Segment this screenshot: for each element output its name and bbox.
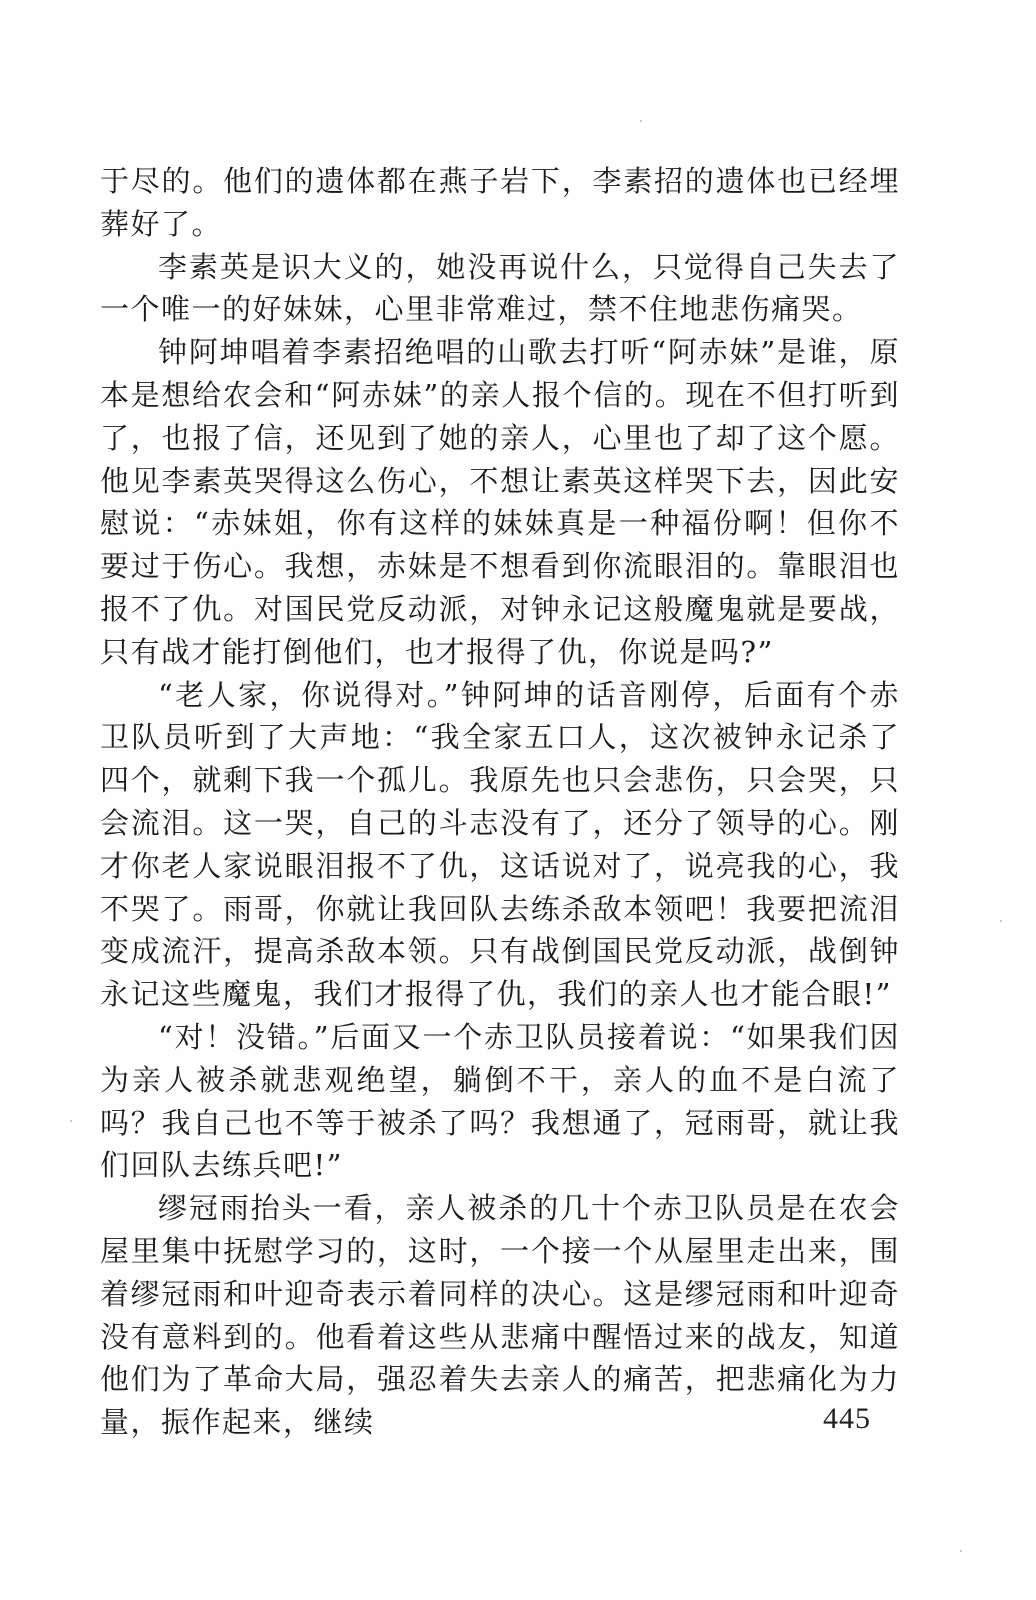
paragraph-3: 钟阿坤唱着李素招绝唱的山歌去打听“阿赤妹”是谁，原本是想给农会和“阿赤妹”的亲人报个信的。现在不但打听到了，也报了信，还见到了她的亲人，心里也了却了这个愿。他见李素英哭得这么伤心，不想让素英这样哭下去，因此安慰说：“赤妹姐，你有这样的妹妹真是一种福份啊！但你不要过于伤心。我想，赤妹是不想看到你流眼泪的。靠眼泪也报不了仇。对国民党反动派，对钟永记这般魔鬼就是要战，只有战才能打倒他们，也才报得了仇，你说是吗?” — [100, 335, 900, 669]
paragraph-2: 李素英是识大义的，她没再说什么，只觉得自己失去了一个唯一的好妹妹，心里非常难过，禁不住地悲伤痛哭。 — [100, 249, 900, 327]
paragraph-5: “对！没错。”后面又一个赤卫队员接着说：“如果我们因为亲人被杀就悲观绝望，躺倒不干，亲人的血不是白流了吗？我自己也不等于被杀了吗？我想通了，冠雨哥，就让我们回队去练兵吧!” — [100, 1019, 900, 1183]
paragraph-1: 于尽的。他们的遗体都在燕子岩下，李素招的遗体也已经埋葬好了。 — [100, 164, 900, 241]
scan-speck — [70, 1120, 72, 1122]
body-text — [100, 160, 900, 1444]
page-number: 445 — [823, 1402, 871, 1435]
paragraph-4: “老人家，你说得对。”钟阿坤的话音刚停，后面有个赤卫队员听到了大声地：“我全家五口人，这次被钟永记杀了四个，就剩下我一个孤儿。我原先也只会悲伤，只会哭，只会流泪。这一哭，自己的斗志没有了，还分了领导的心。刚才你老人家说眼泪报不了仇，这话说对了，说亮我的心，我不哭了。雨哥，你就让我回队去练杀敌本领吧！我要把流泪变成流汗，提高杀敌本领。只有战倒国民党反动派，战倒钟永记这些魔鬼，我们才报得了仇，我们的亲人也才能合眼!” — [100, 677, 900, 1012]
paragraph-6: 缪冠雨抬头一看，亲人被杀的几十个赤卫队员是在农会屋里集中抚慰学习的，这时，一个接一个从屋里走出来，围着缪冠雨和叶迎奇表示着同样的决心。这是缪冠雨和叶迎奇没有意料到的。他看着这些从悲痛中醒悟过来的战友，知道他们为了革命大局，强忍着失去亲人的痛苦，把悲痛化为力量，振作起来，继续 — [100, 1191, 900, 1440]
scan-speck — [640, 120, 642, 122]
scan-speck — [960, 1550, 962, 1552]
scan-speck — [1000, 920, 1002, 922]
